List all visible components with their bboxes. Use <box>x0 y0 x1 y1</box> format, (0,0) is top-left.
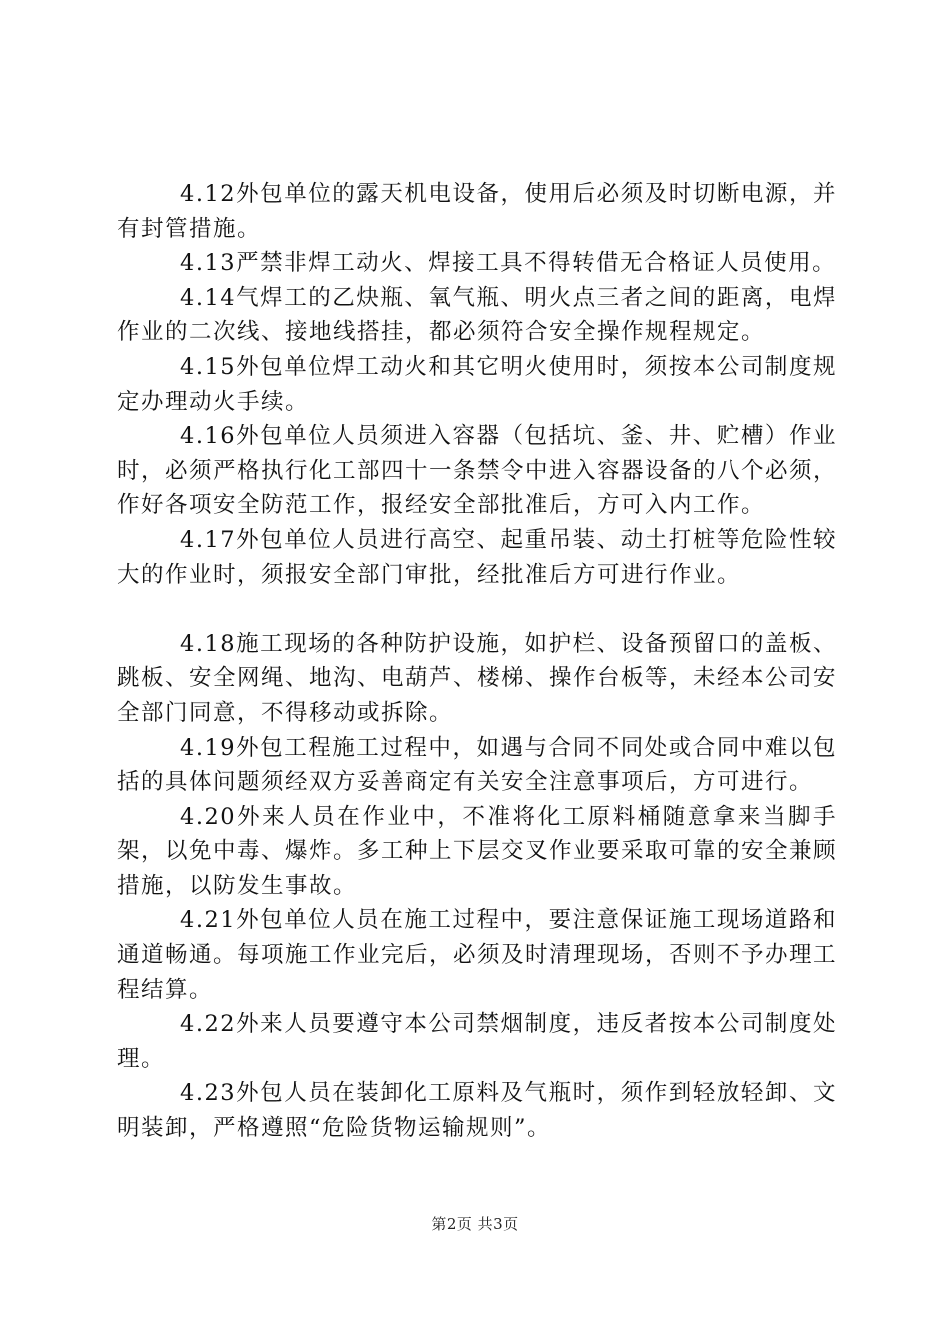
document-body <box>117 177 837 1146</box>
paragraph-4-15: 4.15外包单位焊工动火和其它明火使用时，须按本公司制度规定办理动火手续。 <box>117 353 837 415</box>
paragraph-4-12: 4.12外包单位的露天机电设备，使用后必须及时切断电源，并有封管措施。 <box>117 181 837 242</box>
page-number-footer: 第2页 共3页 <box>431 1215 519 1233</box>
paragraph-4-14: 4.14气焊工的乙炔瓶、氧气瓶、明火点三者之间的距离，电焊作业的二次线、接地线搭挂，都必须符合安全操作规程规定。 <box>117 284 837 346</box>
paragraph-4-17: 4.17外包单位人员进行高空、起重吊装、动土打桩等危险性较大的作业时，须报安全部门审批，经批准后方可进行作业。 <box>117 526 837 588</box>
paragraph-4-22: 4.22外来人员要遵守本公司禁烟制度，违反者按本公司制度处理。 <box>117 1011 837 1072</box>
paragraph-4-19: 4.19外包工程施工过程中，如遇与合同不同处或合同中难以包括的具体问题须经双方妥善商定有关安全注意事项后，方可进行。 <box>117 734 837 796</box>
paragraph-4-16: 4.16外包单位人员须进入容器（包括坑、釜、井、贮槽）作业时，必须严格执行化工部四十一条禁令中进入容器设备的八个必须，作好各项安全防范工作，报经安全部批准后，方可入内工作。 <box>117 423 838 519</box>
paragraph-gap <box>117 592 837 627</box>
paragraph-4-18: 4.18施工现场的各种防护设施，如护栏、设备预留口的盖板、跳板、安全网绳、地沟、电葫芦、楼梯、操作台板等，未经本公司安全部门同意，不得移动或拆除。 <box>117 630 838 726</box>
paragraph-4-13: 4.13严禁非焊工动火、焊接工具不得转借无合格证人员使用。 <box>180 250 837 277</box>
paragraph-4-20: 4.20外来人员在作业中，不准将化工原料桶随意拿来当脚手架，以免中毒、爆炸。多工种上下层交叉作业要采取可靠的安全兼顾措施，以防发生事故。 <box>117 803 838 899</box>
paragraph-4-21: 4.21外包单位人员在施工过程中，要注意保证施工现场道路和通道畅通。每项施工作业完后，必须及时清理现场，否则不予办理工程结算。 <box>117 907 838 1003</box>
paragraph-4-23: 4.23外包人员在装卸化工原料及气瓶时，须作到轻放轻卸、文明装卸，严格遵照“危险货物运输规则”。 <box>117 1080 837 1142</box>
